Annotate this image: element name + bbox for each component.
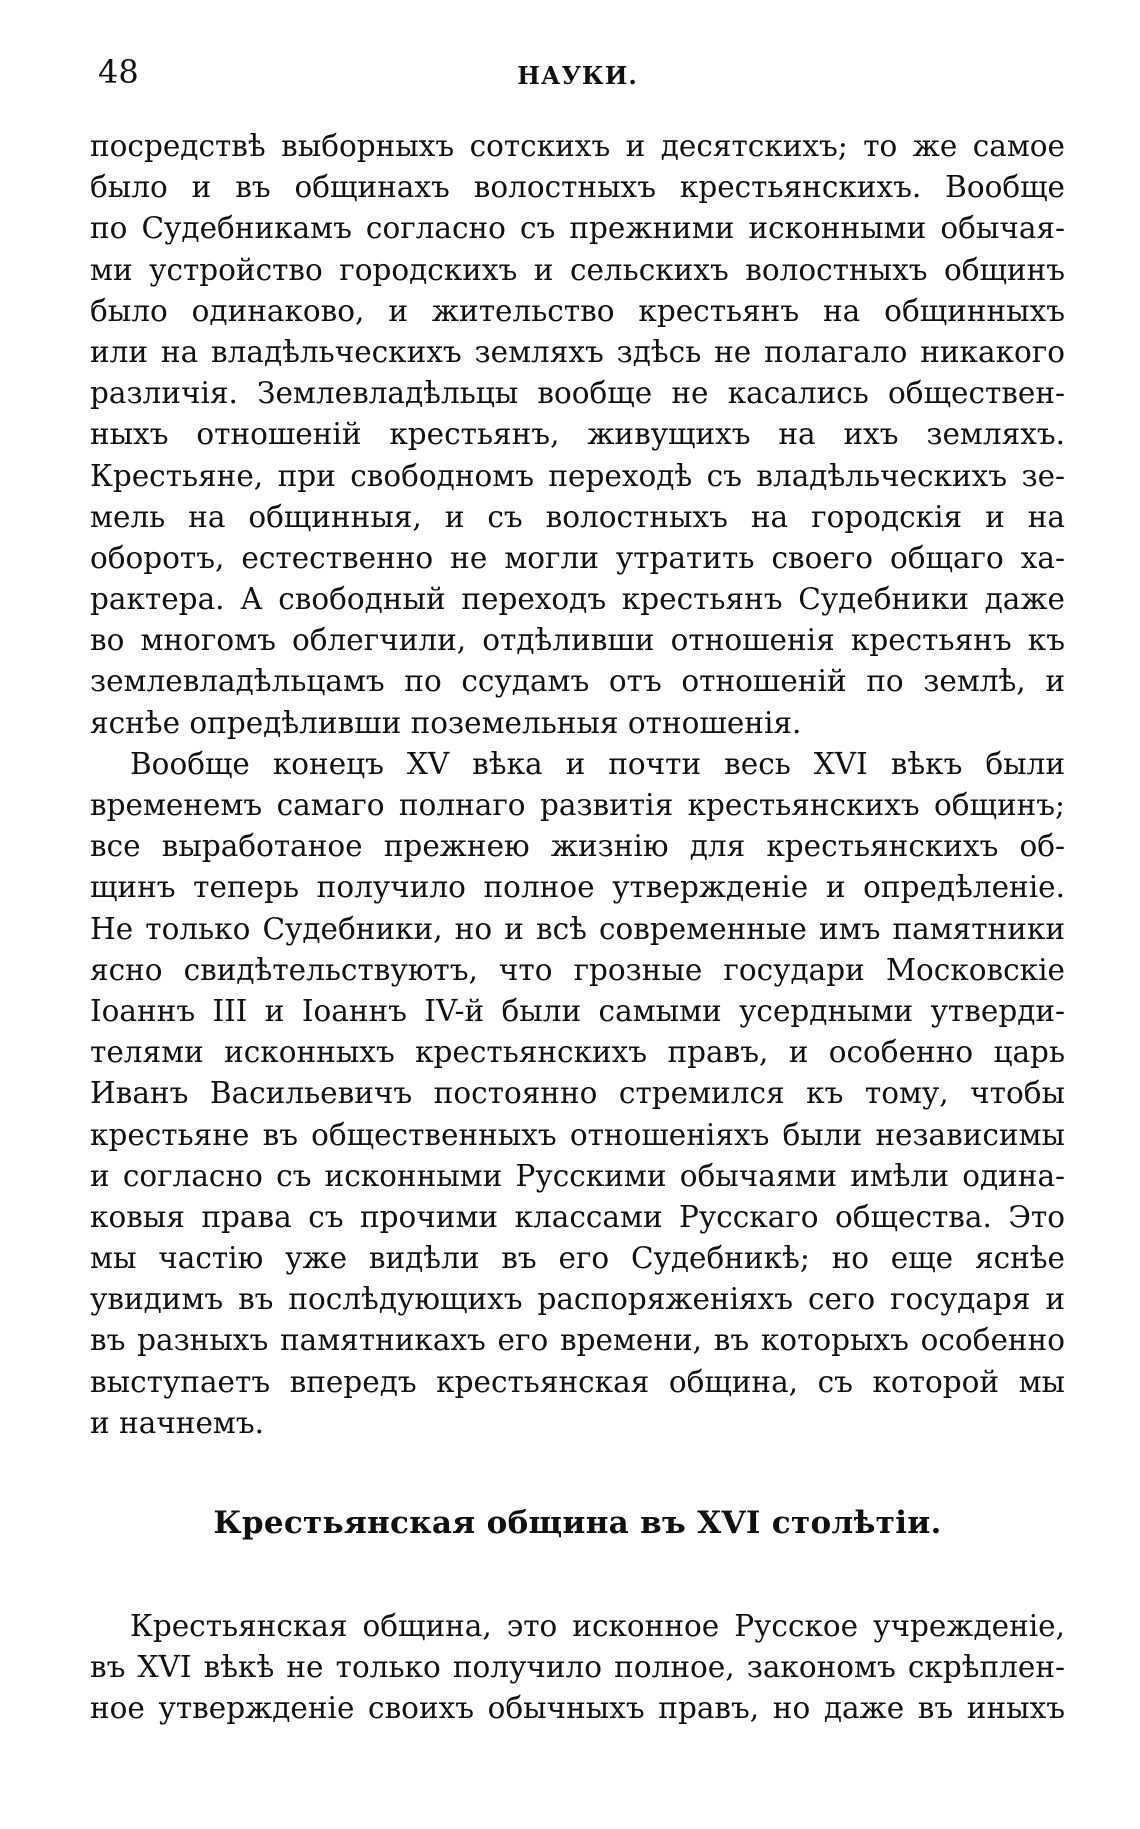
- text-line: Вообще конецъ XV вѣка и почти весь XVI вѣкъ были: [130, 746, 1065, 781]
- text-line: Іоаннъ III и Іоаннъ IV-й были самыми усердными утверди-: [90, 993, 1065, 1028]
- running-head-title: НАУКИ.: [517, 61, 638, 90]
- text-line: въ разныхъ памятникахъ его времени, въ которыхъ особенно: [90, 1323, 1065, 1358]
- text-line: Не только Судебники, но и всѣ современные имъ памятники: [90, 911, 1065, 946]
- text-line: или на владѣльческихъ земляхъ здѣсь не полагало никакого: [90, 334, 1065, 369]
- book-page: [90, 50, 1065, 1730]
- text-line: яснѣе опредѣливши поземельныя отношенія.: [90, 705, 802, 740]
- text-line: Крестьяне, при свободномъ переходѣ съ владѣльческихъ зе-: [90, 458, 1065, 493]
- text-line: землевладѣльцамъ по ссудамъ отъ отношеній по землѣ, и: [90, 664, 1065, 699]
- text-line: различія. Землевладѣльцы вообще не касались обществен-: [90, 376, 1065, 411]
- text-line: и согласно съ исконными Русскими обычаями имѣли одина-: [90, 1158, 1065, 1193]
- text-line: ясно свидѣтельствуютъ, что грозные государи Московскіе: [90, 952, 1065, 987]
- text-line: во многомъ облегчили, отдѣливши отношенія крестьянъ къ: [90, 623, 1065, 658]
- text-line: щинъ теперь получило полное утвержденіе и опредѣленіе.: [90, 870, 1065, 905]
- text-line: въ XVI вѣкѣ не только получило полное, закономъ скрѣплен-: [90, 1650, 1065, 1685]
- text-line: Иванъ Васильевичъ постоянно стремился къ тому, чтобы: [90, 1076, 1065, 1111]
- paragraph-1: [90, 126, 1065, 744]
- spacer: [90, 1544, 1065, 1606]
- text-line: и начнемъ.: [90, 1405, 265, 1440]
- page-number: 48: [98, 53, 139, 91]
- text-line: было и въ общинахъ волостныхъ крестьянскихъ. Вообще: [90, 170, 1065, 205]
- text-line: телями исконныхъ крестьянскихъ правъ, и особенно царь: [90, 1035, 1065, 1070]
- text-line: увидимъ въ послѣдующихъ распоряженіяхъ сего государя и: [90, 1282, 1065, 1317]
- text-line: ми устройство городскихъ и сельскихъ волостныхъ общинъ: [90, 252, 1065, 287]
- paragraph-2: [90, 744, 1065, 1444]
- text-line: посредствѣ выборныхъ сотскихъ и десятскихъ; то же самое: [90, 129, 1065, 163]
- text-line: Крестьянская община, это исконное Русское учрежденіе,: [130, 1609, 1065, 1643]
- text-line: по Судебникамъ согласно съ прежними исконными обычая-: [90, 211, 1065, 246]
- paragraph-3: [90, 1606, 1065, 1730]
- text-line: оборотъ, естественно не могли утратить своего общаго ха-: [90, 540, 1065, 575]
- spacer: [90, 1444, 1065, 1502]
- running-head: [90, 50, 1065, 100]
- text-line: выступаетъ впередъ крестьянская община, съ которой мы: [90, 1364, 1065, 1399]
- text-line: ныхъ отношеній крестьянъ, живущихъ на ихъ земляхъ.: [90, 417, 1065, 452]
- text-line: было одинаково, и жительство крестьянъ на общинныхъ: [90, 293, 1065, 328]
- text-line: все выработаное прежнею жизнію для крестьянскихъ об-: [90, 829, 1065, 864]
- text-line: ковыя права съ прочими классами Русскаго общества. Это: [90, 1199, 1065, 1234]
- text-line: временемъ самаго полнаго развитія крестьянскихъ общинъ;: [90, 788, 1065, 822]
- text-line: ное утвержденіе своихъ обычныхъ правъ, но даже въ иныхъ: [90, 1691, 1065, 1726]
- text-line: мель на общинныя, и съ волостныхъ на городскія и на: [90, 499, 1065, 534]
- text-line: крестьяне въ общественныхъ отношеніяхъ были независимы: [90, 1117, 1065, 1152]
- text-line: мы частію уже видѣли въ его Судебникѣ; но еще яснѣе: [90, 1241, 1065, 1276]
- text-line: рактера. А свободный переходъ крестьянъ Судебники даже: [90, 582, 1065, 617]
- section-heading: Крестьянская община въ XVI столѣтіи.: [213, 1505, 942, 1541]
